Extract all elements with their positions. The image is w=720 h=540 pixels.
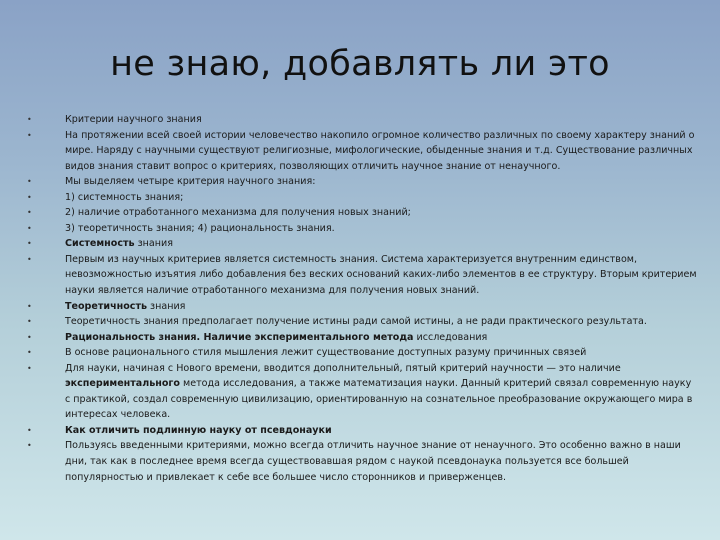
item-text: Первым из научных критериев является системность знания. Система характеризуется внутренним единством, невозможностью изъятия либо добавления без веских оснований каких-либо элементов в ее структуру. Вторым критерием науки является наличие отработанного механизма для получения новых знаний.	[65, 253, 697, 297]
list-item	[27, 299, 699, 315]
bullet-icon: •	[27, 192, 32, 202]
bold-text: Рациональность знания. Наличие экспериментального метода	[65, 331, 414, 343]
bullet-list	[27, 112, 699, 485]
item-text: 1) системность знания;	[65, 191, 184, 203]
bold-text: Как отличить подлинную науку от псевдонауки	[65, 424, 332, 436]
item-text: исследования	[413, 331, 488, 343]
list-item	[27, 128, 699, 175]
list-item	[27, 174, 699, 190]
bullet-icon: •	[27, 130, 32, 140]
list-item	[27, 423, 699, 439]
list-item	[27, 221, 699, 237]
list-item	[27, 252, 699, 299]
item-text: Пользуясь введенными критериями, можно всегда отличить научное знание от ненаучного. Это особенно важно в наши дни, так как в последнее время всегда существовавшая рядом с наукой псевдонаука пользуется все большей популярностью и привлекает к себе все большее число сторонников и приверженцев.	[65, 440, 681, 483]
bullet-icon: •	[27, 239, 32, 249]
item-text: 2) наличие отработанного механизма для получения новых знаний;	[65, 207, 411, 219]
list-item	[27, 236, 699, 252]
slide-title: не знаю, добавлять ли это	[110, 44, 610, 84]
item-text: метода исследования, а также математизация науки. Данный критерий связал современную науку с практикой, создал современную цивилизацию, ориентированную на сознательное преобразование окружающего мира в интересах человека.	[65, 378, 693, 421]
item-text: Теоретичность знания предполагает получение истины ради самой истины, а не ради практического результата.	[65, 316, 647, 328]
item-text: Для науки, начиная с Нового времени, вводится дополнительный, пятый критерий научности — это наличие	[65, 362, 621, 374]
item-text: На протяжении всей своей истории человечество накопило огромное количество различных по своему характеру знаний о мире. Наряду с научными существуют религиозные, мифологические, обыденные знания и т.д. Существование различных видов знания ставит вопрос о критериях, позволяющих отличить научное знание от ненаучного.	[65, 129, 695, 172]
item-text: В основе рационального стиля мышления лежит существование доступных разуму причинных связей	[65, 347, 587, 359]
item-text: Мы выделяем четыре критерия научного знания:	[65, 176, 316, 188]
bullet-icon: •	[27, 177, 32, 187]
list-item	[27, 205, 699, 221]
list-item	[27, 438, 699, 485]
item-text: Критерии научного знания	[65, 114, 202, 125]
bullet-icon: •	[27, 332, 32, 342]
list-item	[27, 190, 699, 206]
item-text: знания	[147, 300, 186, 312]
list-item	[27, 345, 699, 361]
item-text: знания	[134, 238, 173, 250]
bullet-icon: •	[27, 115, 32, 124]
list-item	[27, 314, 699, 330]
bullet-icon: •	[27, 348, 32, 358]
bullet-icon: •	[27, 208, 32, 218]
bullet-icon: •	[27, 301, 32, 311]
bold-text: Теоретичность	[65, 300, 148, 312]
bullet-icon: •	[27, 363, 32, 373]
bullet-icon: •	[27, 223, 32, 233]
item-text: 3) теоретичность знания; 4) рациональность знания.	[65, 222, 335, 234]
bullet-icon: •	[27, 317, 32, 327]
list-item	[27, 361, 699, 423]
bold-text: Системность	[65, 238, 135, 250]
list-item	[27, 330, 699, 346]
bullet-icon: •	[27, 441, 32, 451]
list-item	[27, 112, 699, 128]
bullet-icon: •	[27, 254, 32, 264]
bold-text: экспериментального	[65, 378, 180, 390]
bullet-icon: •	[27, 425, 32, 435]
